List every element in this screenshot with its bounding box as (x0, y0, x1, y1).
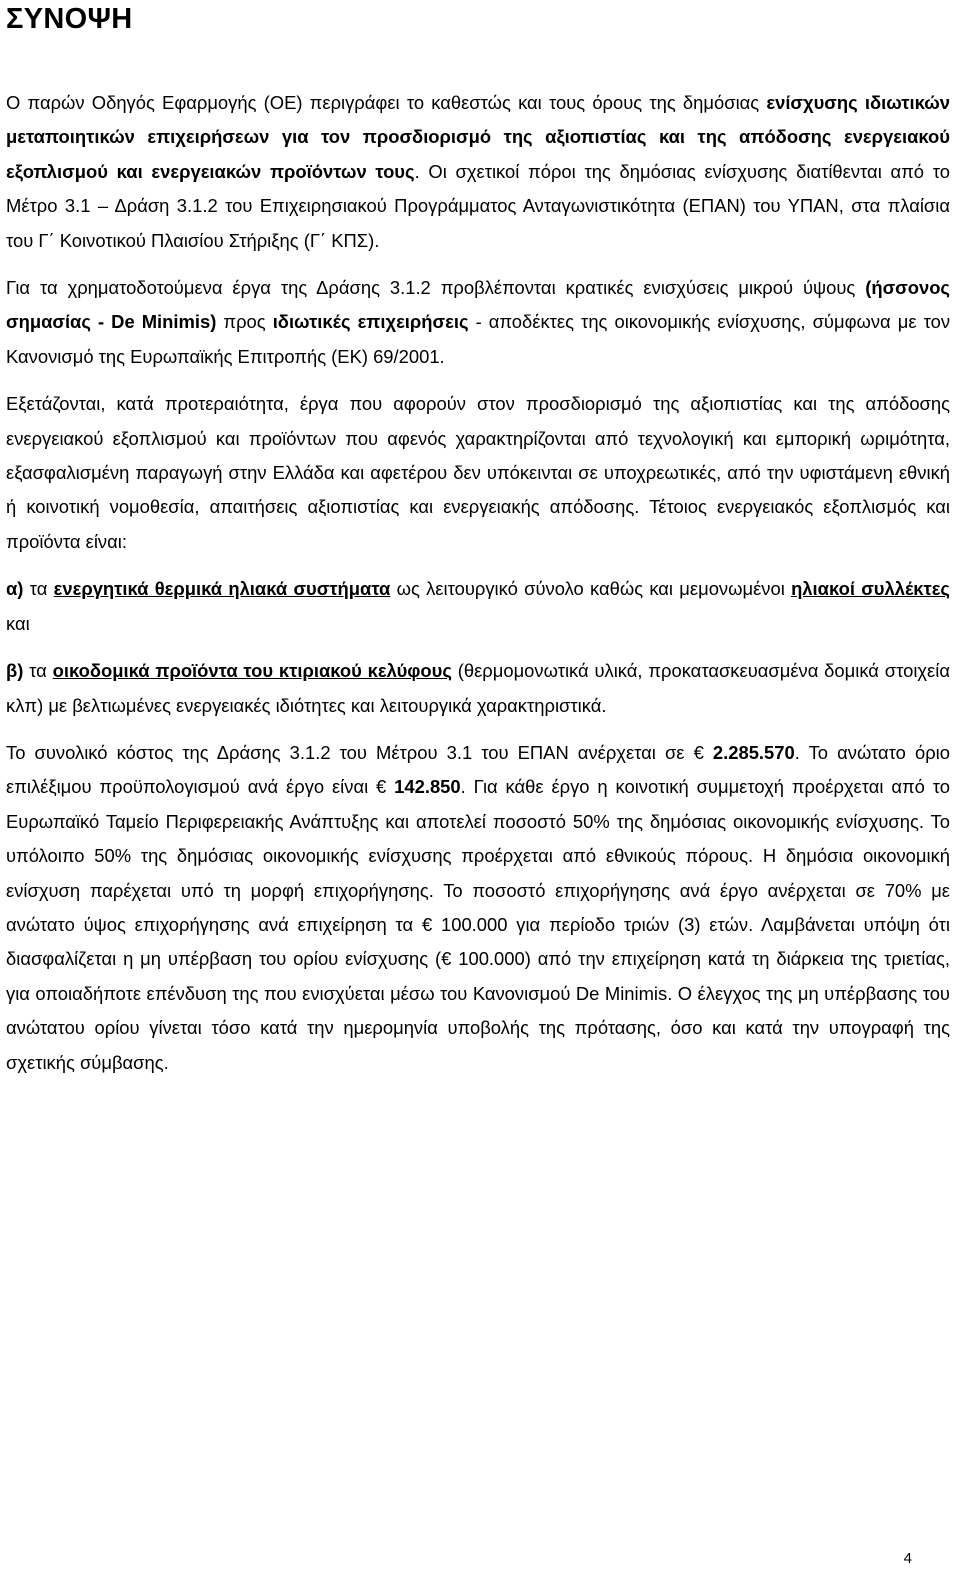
paragraph-item-a (6, 572, 950, 641)
budget-text-4: . Για κάθε έργο η κοινοτική συμμετοχή προέρχεται από το Ευρωπαϊκό Ταμείο Περιφερειακής Ανάπτυξης και αποτελεί ποσοστό 50% της δημόσιας οικονομικής ενίσχυσης. Το υπόλοιπο 50% της δημόσιας οικονομικής ενίσχυσης προέρχεται από εθνικούς πόρους. Η δημόσια οικονομική ενίσχυση παρέχεται υπό τη μορφή επιχορήγησης. Το ποσοστό επιχορήγησης ανά έργο ανέρχεται σε 70% με ανώτατο ύψος επιχορήγησης ανά επιχείρηση τα € 100.000 για περίοδο τριών (3) ετών. Λαμβάνεται υπόψη ότι διασφαλίζεται η μη υπέρβαση του ορίου ενίσχυσης (€ 100.000) από την επιχείρηση κατά τη διάρκεια της τριετίας, για οποιαδήποτε επένδυση της που ενισχύεται μέσω του Κανονισμού De Minimis. Ο έλεγχος της μη υπέρβασης του ανώτατου ορίου γίνεται τόσο κατά την ημερομηνία υποβολής της πρότασης, όσο και κατά την υπογραφή της σχετικής σύμβασης. (6, 776, 950, 1073)
item-a-text-2: ως λειτουργικό σύνολο καθώς και μεμονωμένοι (390, 578, 792, 600)
item-b-marker: β) (6, 660, 24, 682)
item-b-bold-products: οικοδομικά προϊόντα του κτιριακού κελύφους (52, 660, 452, 682)
item-a-marker: α) (6, 578, 24, 600)
item-b-text-1: τα (23, 660, 53, 682)
budget-max-per-project: 142.850 (394, 776, 461, 798)
item-a-bold-collectors: ηλιακοί συλλέκτες (791, 578, 950, 600)
deminimis-text-mid: προς (216, 311, 273, 333)
deminimis-bold-recipients: ιδιωτικές επιχειρήσεις (272, 311, 469, 333)
budget-text-3: . Το ανώτατο όριο επιλέξιμου προϋπολογισμού ανά έργο είναι € (6, 741, 951, 798)
intro-text-end: . Οι σχετικοί πόροι της δημόσιας ενίσχυσης διατίθενται από το Μέτρο 3.1 – Δράση 3.1.2 του Επιχειρησιακού Προγράμματος Ανταγωνιστικότητα (ΕΠΑΝ) του ΥΠΑΝ, στα πλαίσια του Γ΄ Κοινοτικού Πλαισίου Στήριξης (Γ΄ ΚΠΣ). (6, 160, 950, 251)
paragraph-intro (6, 86, 950, 258)
deminimis-bold-term: (ήσσονος σημασίας - De Minimis) (6, 277, 950, 333)
deminimis-text-start: Για τα χρηματοδοτούμενα έργα της Δράσης 3.1.2 προβλέπονται κρατικές ενισχύσεις μικρού ύψους (6, 277, 866, 299)
document-page (6, 0, 950, 1080)
item-b-text-2: (θερμομονωτικά υλικά, προκατασκευασμένα δομικά στοιχεία κλπ) με βελτιωμένες ενεργειακές ιδιότητες και λειτουργικά χαρακτηριστικά. (6, 660, 950, 716)
deminimis-text-end: - αποδέκτες της οικονομικής ενίσχυσης, σύμφωνα με τον Κανονισμό της Ευρωπαϊκής Επιτροπής (ΕΚ) 69/2001. (6, 311, 951, 367)
budget-total-amount: 2.285.570 (712, 741, 795, 763)
intro-text-start: Ο παρών Οδηγός Εφαρμογής (ΟΕ) περιγράφει το καθεστώς και τους όρους της δημόσιας (6, 92, 767, 113)
paragraph-deminimis (6, 271, 950, 374)
budget-text-2: Δράσης 3.1.2 του Μέτρου 3.1 του ΕΠΑΝ ανέρχεται σε € (216, 741, 713, 763)
item-a-text-1: τα (23, 578, 54, 600)
paragraph-item-b (6, 654, 950, 723)
item-a-bold-systems: ενεργητικά θερμικά ηλιακά συστήματα (53, 578, 391, 600)
paragraph-priorities: Εξετάζονται, κατά προτεραιότητα, έργα που αφορούν στον προσδιορισμό της αξιοπιστίας και της απόδοσης ενεργειακού εξοπλισμού και προϊόντων που αφενός χαρακτηρίζονται από τεχνολογική και εμπορική ωριμότητα, εξασφαλισμένη παραγωγή στην Ελλάδα και αφετέρου δεν υπόκεινται σε υποχρεωτικές, από την υφιστάμενη εθνική ή κοινοτική νομοθεσία, απαιτήσεις αξιοπιστίας και ενεργειακής απόδοσης. Τέτοιος ενεργειακός εξοπλισμός και προϊόντα είναι: (6, 393, 950, 552)
intro-bold-subject: ενίσχυσης ιδιωτικών μεταποιητικών επιχειρήσεων για τον προσδιορισμό της αξιοπιστίας και της απόδοσης ενεργειακού εξοπλισμού και ενεργειακών προϊόντων τους (6, 92, 950, 182)
budget-text-1: Το συνολικό κόστος της (6, 741, 217, 763)
item-a-text-3: και (6, 612, 30, 634)
page-number: 4 (903, 1550, 912, 1567)
paragraph-budget (6, 736, 950, 1080)
section-heading: ΣΥΝΟΨΗ (6, 3, 133, 35)
